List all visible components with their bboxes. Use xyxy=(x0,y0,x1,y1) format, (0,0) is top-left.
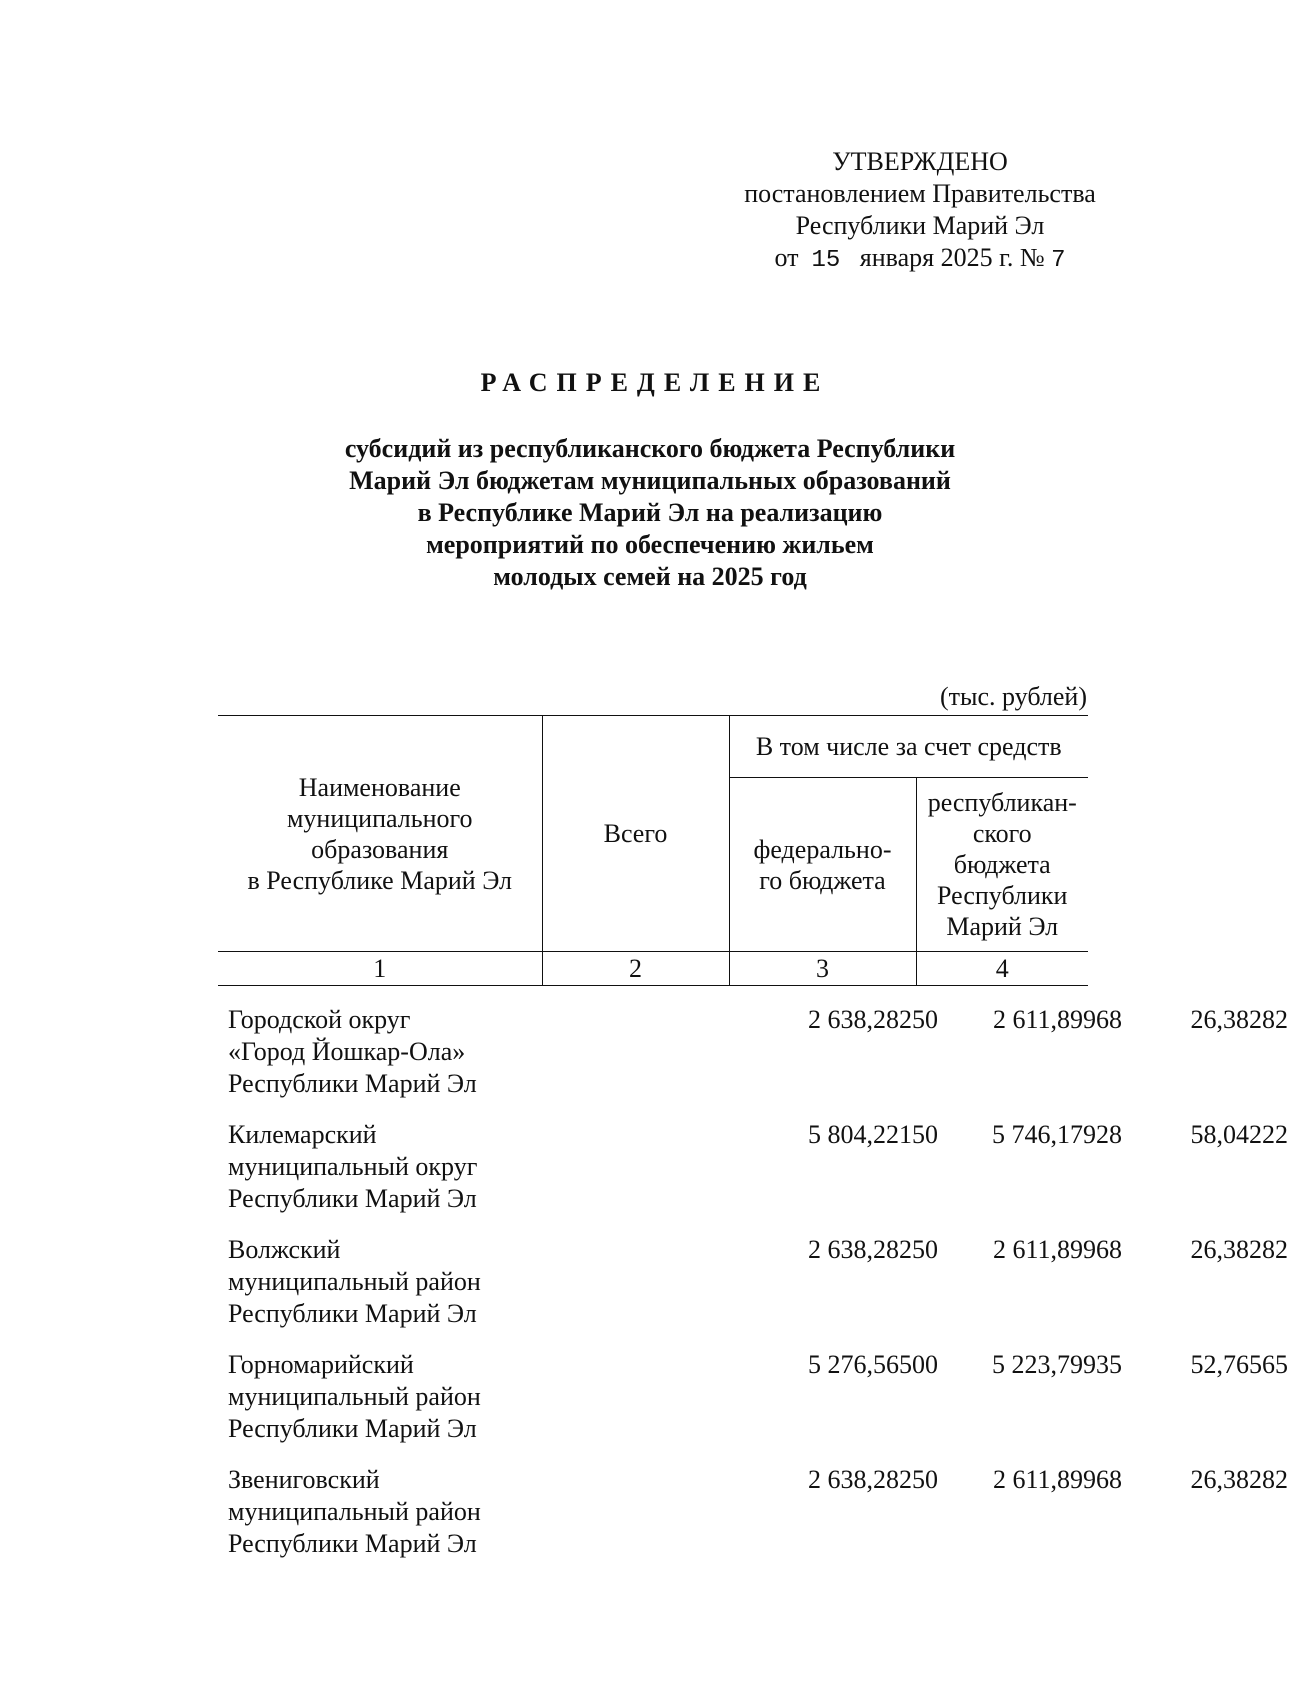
header-funding-group: В том числе за счет средств xyxy=(729,716,1088,778)
column-number: 3 xyxy=(729,952,916,986)
approval-stamp xyxy=(700,146,1140,277)
table-row xyxy=(228,1119,1288,1234)
header-republic-line: ского xyxy=(972,819,1032,848)
approval-date-prefix: от xyxy=(774,243,799,272)
subtitle-line: субсидий из республиканского бюджета Республики xyxy=(344,434,956,463)
subtitle-line: в Республике Марий Эл на реализацию xyxy=(417,498,883,527)
header-name-line: Наименование xyxy=(298,772,461,802)
approval-number: 7 xyxy=(1051,247,1066,274)
name-line: Республики Марий Эл xyxy=(228,1184,477,1213)
municipality-name xyxy=(228,1004,528,1100)
federal-value: 2 611,89968 xyxy=(992,1005,1122,1034)
table-row xyxy=(228,1234,1288,1349)
header-republic-line: Республики xyxy=(937,881,1068,910)
name-line: Республики Марий Эл xyxy=(228,1529,477,1558)
subtitle-line: мероприятий по обеспечению жильем xyxy=(426,530,874,559)
header-name-line: образования xyxy=(311,834,449,864)
table-header xyxy=(218,715,1088,986)
header-republic-line: республикан- xyxy=(927,788,1077,817)
federal-value: 5 746,17928 xyxy=(992,1120,1122,1149)
federal-value: 5 223,79935 xyxy=(992,1350,1122,1379)
republic-value: 26,38282 xyxy=(1190,1465,1288,1494)
table-row xyxy=(228,1349,1288,1464)
header-republic-line: Марий Эл xyxy=(946,912,1059,941)
header-name-line: в Республике Марий Эл xyxy=(247,865,512,895)
approval-line-republic: Республики Марий Эл xyxy=(795,211,1045,240)
name-line: Республики Марий Эл xyxy=(228,1069,477,1098)
approval-date-line xyxy=(700,242,1140,277)
name-line: Горномарийский xyxy=(228,1350,414,1379)
name-line: Республики Марий Эл xyxy=(228,1299,477,1328)
header-republic-line: бюджета xyxy=(953,850,1051,879)
column-number: 2 xyxy=(542,952,729,986)
header-federal-column xyxy=(729,778,916,952)
republic-value: 26,38282 xyxy=(1190,1005,1288,1034)
name-line: Килемарский xyxy=(228,1120,377,1149)
total-value: 2 638,28250 xyxy=(808,1465,938,1494)
table-row xyxy=(228,1004,1288,1119)
total-value: 2 638,28250 xyxy=(808,1235,938,1264)
approval-line-resolution: постановлением Правительства xyxy=(744,179,1096,208)
total-value: 2 638,28250 xyxy=(808,1005,938,1034)
approval-day: 15 xyxy=(811,247,841,274)
municipality-name xyxy=(228,1349,528,1445)
document-subtitle xyxy=(300,433,1000,593)
header-name-column xyxy=(218,716,542,952)
column-number: 1 xyxy=(218,952,542,986)
subtitle-line: молодых семей на 2025 год xyxy=(493,562,807,591)
name-line: «Город Йошкар-Ола» xyxy=(228,1037,466,1066)
document-title: РАСПРЕДЕЛЕНИЕ xyxy=(480,368,830,397)
table-row xyxy=(228,1464,1288,1579)
header-republic-column xyxy=(916,778,1088,952)
federal-value: 2 611,89968 xyxy=(992,1465,1122,1494)
republic-value: 58,04222 xyxy=(1190,1120,1288,1149)
name-line: Звениговский xyxy=(228,1465,380,1494)
units-label: (тыс. рублей) xyxy=(939,682,1087,711)
name-line: муниципальный район xyxy=(228,1382,481,1411)
table-body xyxy=(228,1004,1288,1579)
name-line: Волжский xyxy=(228,1235,341,1264)
federal-value: 2 611,89968 xyxy=(992,1235,1122,1264)
header-name-line: муниципального xyxy=(286,803,473,833)
approval-month-year: января 2025 г. № xyxy=(859,243,1045,272)
republic-value: 26,38282 xyxy=(1190,1235,1288,1264)
total-value: 5 276,56500 xyxy=(808,1350,938,1379)
subtitle-line: Марий Эл бюджетам муниципальных образований xyxy=(349,466,951,495)
approval-line-approved: УТВЕРЖДЕНО xyxy=(832,147,1008,176)
municipality-name xyxy=(228,1119,528,1215)
header-total-column: Всего xyxy=(542,716,729,952)
name-line: Городской округ xyxy=(228,1005,411,1034)
header-federal-line: федерально- xyxy=(753,834,892,864)
name-line: муниципальный округ xyxy=(228,1152,478,1181)
name-line: Республики Марий Эл xyxy=(228,1414,477,1443)
header-federal-line: го бюджета xyxy=(759,865,886,895)
name-line: муниципальный район xyxy=(228,1497,481,1526)
column-number: 4 xyxy=(916,952,1088,986)
republic-value: 52,76565 xyxy=(1190,1350,1288,1379)
total-value: 5 804,22150 xyxy=(808,1120,938,1149)
name-line: муниципальный район xyxy=(228,1267,481,1296)
municipality-name xyxy=(228,1464,528,1560)
municipality-name xyxy=(228,1234,528,1330)
